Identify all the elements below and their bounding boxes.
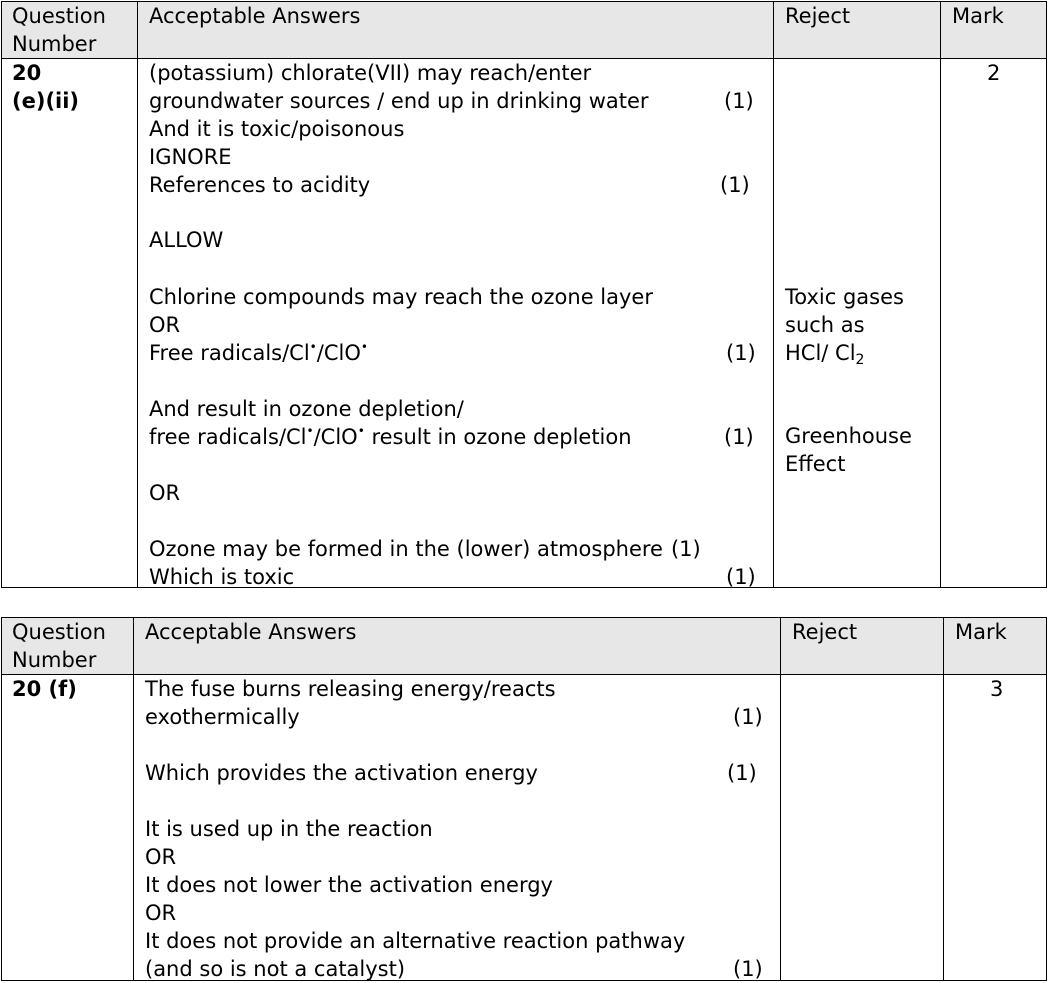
reject-line: Greenhouse bbox=[785, 424, 912, 448]
answer-line: And it is toxic/poisonous bbox=[149, 117, 405, 141]
header-question-line1: Question bbox=[12, 620, 106, 644]
answer-line: Ozone may be formed in the (lower) atmosphere (1) bbox=[149, 537, 701, 561]
header-mark: Mark bbox=[952, 4, 1004, 28]
mark-scheme-table-20f bbox=[1, 617, 1047, 981]
mark-value: 3 bbox=[990, 677, 1004, 701]
header-question-number bbox=[12, 618, 106, 674]
reject-line: Toxic gases bbox=[785, 285, 904, 309]
header-question-number bbox=[12, 2, 106, 58]
header-reject: Reject bbox=[792, 620, 858, 644]
answer-line: OR bbox=[145, 901, 177, 925]
reject-cell bbox=[785, 283, 904, 367]
answer-line: Which provides the activation energy (1) bbox=[145, 761, 757, 785]
question-number: 20 (f) bbox=[12, 677, 77, 701]
question-number bbox=[12, 59, 79, 115]
blank-line bbox=[145, 731, 775, 759]
answer-line: OR bbox=[149, 313, 181, 337]
column-divider bbox=[137, 2, 138, 587]
mark-allocation: (1) bbox=[726, 341, 756, 365]
mark-value: 2 bbox=[987, 61, 1001, 85]
answer-line: It does not lower the activation energy bbox=[145, 873, 553, 897]
header-question-line2: Number bbox=[12, 32, 97, 56]
blank-line bbox=[145, 787, 775, 815]
mark-allocation: (1) bbox=[733, 957, 763, 981]
reject-cell-greenhouse bbox=[785, 422, 912, 478]
header-question-line2: Number bbox=[12, 648, 97, 672]
column-divider bbox=[940, 2, 941, 587]
mark-scheme-table-20e-ii bbox=[1, 1, 1047, 588]
column-divider bbox=[943, 618, 944, 980]
answer-line: OR bbox=[145, 845, 177, 869]
column-divider bbox=[773, 2, 774, 587]
answer-line: And result in ozone depletion/ bbox=[149, 397, 464, 421]
header-reject: Reject bbox=[785, 4, 851, 28]
mark-allocation: (1) bbox=[724, 425, 754, 449]
column-divider bbox=[133, 618, 134, 980]
header-acceptable-answers: Acceptable Answers bbox=[149, 4, 361, 28]
blank-line bbox=[149, 199, 761, 227]
reject-line: such as bbox=[785, 313, 865, 337]
blank-line bbox=[149, 451, 761, 479]
answer-line: IGNORE bbox=[149, 145, 232, 169]
answer-line: References to acidity (1) bbox=[149, 173, 750, 197]
reject-line: HCl/ Cl2 bbox=[785, 341, 865, 368]
answer-line: It is used up in the reaction bbox=[145, 817, 433, 841]
mark-allocation: (1) bbox=[670, 537, 701, 561]
answer-line: OR bbox=[149, 481, 181, 505]
acceptable-answers-cell bbox=[145, 675, 775, 983]
reject-line: Effect bbox=[785, 452, 846, 476]
header-question-line1: Question bbox=[12, 4, 106, 28]
answer-line: (potassium) chlorate(VII) may reach/enter bbox=[149, 61, 592, 85]
mark-allocation: (1) bbox=[727, 761, 757, 785]
question-number-line1: 20 bbox=[12, 61, 42, 85]
header-acceptable-answers: Acceptable Answers bbox=[145, 620, 357, 644]
answer-line: free radicals/Cl•/ClO• result in ozone depletion (1) bbox=[149, 424, 754, 449]
header-mark: Mark bbox=[955, 620, 1007, 644]
answer-line: Chlorine compounds may reach the ozone layer bbox=[149, 285, 653, 309]
answer-line: Free radicals/Cl•/ClO• (1) bbox=[149, 340, 756, 365]
answer-line: ALLOW bbox=[149, 228, 224, 252]
answer-line: (and so is not a catalyst) (1) bbox=[145, 957, 763, 981]
question-number-line2: (e)(ii) bbox=[12, 89, 80, 113]
answer-line: groundwater sources / end up in drinking water (1) bbox=[149, 89, 754, 113]
mark-allocation: (1) bbox=[720, 173, 750, 197]
answer-line: It does not provide an alternative reaction pathway bbox=[145, 929, 686, 953]
answer-line: Which is toxic (1) bbox=[149, 565, 756, 589]
mark-allocation: (1) bbox=[733, 705, 763, 729]
mark-allocation: (1) bbox=[724, 89, 754, 113]
mark-allocation: (1) bbox=[726, 565, 756, 589]
answer-line: The fuse burns releasing energy/reacts bbox=[145, 677, 556, 701]
blank-line bbox=[149, 255, 761, 283]
acceptable-answers-cell bbox=[149, 59, 761, 591]
column-divider bbox=[780, 618, 781, 980]
blank-line bbox=[149, 507, 761, 535]
answer-line: exothermically (1) bbox=[145, 705, 763, 729]
blank-line bbox=[149, 367, 761, 395]
